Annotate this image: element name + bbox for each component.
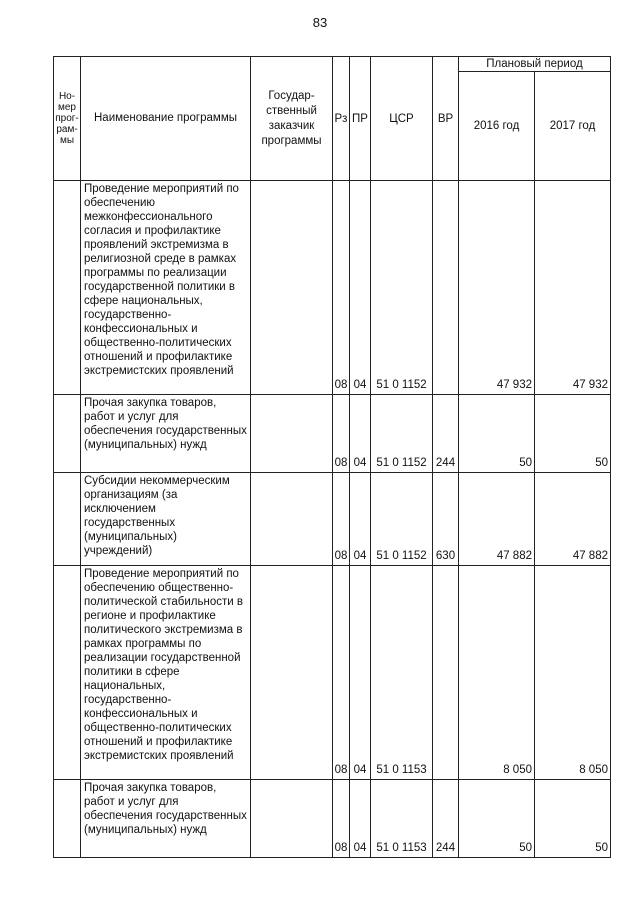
header-planning-period: Плановый период xyxy=(459,57,611,72)
row-rz: 08 xyxy=(333,780,350,858)
row-amount-2016: 47 932 xyxy=(459,181,535,395)
row-amount-2017: 50 xyxy=(535,780,611,858)
table-row xyxy=(54,181,611,395)
row-vr xyxy=(433,566,459,780)
row-number-cell xyxy=(54,473,81,566)
row-amount-2016: 47 882 xyxy=(459,473,535,566)
row-amount-2016: 50 xyxy=(459,395,535,473)
row-amount-2016: 50 xyxy=(459,780,535,858)
header-program-number: Но-мер прог-рам-мы xyxy=(54,57,81,181)
budget-table xyxy=(53,56,611,858)
row-rz: 08 xyxy=(333,181,350,395)
table-header xyxy=(54,57,611,181)
row-pr: 04 xyxy=(350,780,371,858)
page-number: 83 xyxy=(312,15,328,30)
row-csr: 51 0 1152 xyxy=(371,473,433,566)
row-rz: 08 xyxy=(333,566,350,780)
row-csr: 51 0 1153 xyxy=(371,566,433,780)
row-rz: 08 xyxy=(333,395,350,473)
row-program-name: Прочая закупка товаров, работ и услуг для обеспечения государственных (муниципальных) нужд xyxy=(81,395,251,473)
row-vr: 244 xyxy=(433,780,459,858)
row-vr: 630 xyxy=(433,473,459,566)
row-vr xyxy=(433,181,459,395)
header-csr: ЦСР xyxy=(371,57,433,181)
header-rz: Рз xyxy=(333,57,350,181)
header-pr: ПР xyxy=(350,57,371,181)
row-vr: 244 xyxy=(433,395,459,473)
row-program-name: Проведение мероприятий по обеспечению общественно-политической стабильности в регионе и профилактике политического экстремизма в рамках программы по реализации государственной политики в сфере национальных, государственно-конфессиональных и общественно-политических отношений и профилактике экстремистских проявлений xyxy=(81,566,251,780)
row-pr: 04 xyxy=(350,473,371,566)
header-program-name: Наименование программы xyxy=(81,57,251,181)
table-row xyxy=(54,473,611,566)
row-customer-cell xyxy=(251,566,333,780)
header-year-2017: 2017 год xyxy=(535,72,611,181)
table-row xyxy=(54,780,611,858)
row-csr: 51 0 1152 xyxy=(371,181,433,395)
row-rz: 08 xyxy=(333,473,350,566)
row-number-cell xyxy=(54,395,81,473)
row-amount-2016: 8 050 xyxy=(459,566,535,780)
row-number-cell xyxy=(54,566,81,780)
row-pr: 04 xyxy=(350,181,371,395)
header-year-2016: 2016 год xyxy=(459,72,535,181)
row-csr: 51 0 1153 xyxy=(371,780,433,858)
row-amount-2017: 8 050 xyxy=(535,566,611,780)
row-pr: 04 xyxy=(350,566,371,780)
row-amount-2017: 50 xyxy=(535,395,611,473)
row-customer-cell xyxy=(251,780,333,858)
row-program-name: Субсидии некоммерческим организациям (за исключением государственных (муниципальных) учреждений) xyxy=(81,473,251,566)
row-program-name: Проведение мероприятий по обеспечению межконфессионального согласия и профилактике проявлений экстремизма в религиозной среде в рамках программы по реализации государственной политики в сфере национальных, государственно-конфессиональных и общественно-политических отношений и профилактике экстремистских проявлений xyxy=(81,181,251,395)
row-csr: 51 0 1152 xyxy=(371,395,433,473)
row-amount-2017: 47 932 xyxy=(535,181,611,395)
row-pr: 04 xyxy=(350,395,371,473)
row-number-cell xyxy=(54,181,81,395)
table-row xyxy=(54,566,611,780)
row-number-cell xyxy=(54,780,81,858)
header-customer: Государ-ственный заказчик программы xyxy=(251,57,333,181)
row-customer-cell xyxy=(251,473,333,566)
row-program-name: Прочая закупка товаров, работ и услуг для обеспечения государственных (муниципальных) нужд xyxy=(81,780,251,858)
row-amount-2017: 47 882 xyxy=(535,473,611,566)
header-vr: ВР xyxy=(433,57,459,181)
row-customer-cell xyxy=(251,181,333,395)
row-customer-cell xyxy=(251,395,333,473)
table-row xyxy=(54,395,611,473)
